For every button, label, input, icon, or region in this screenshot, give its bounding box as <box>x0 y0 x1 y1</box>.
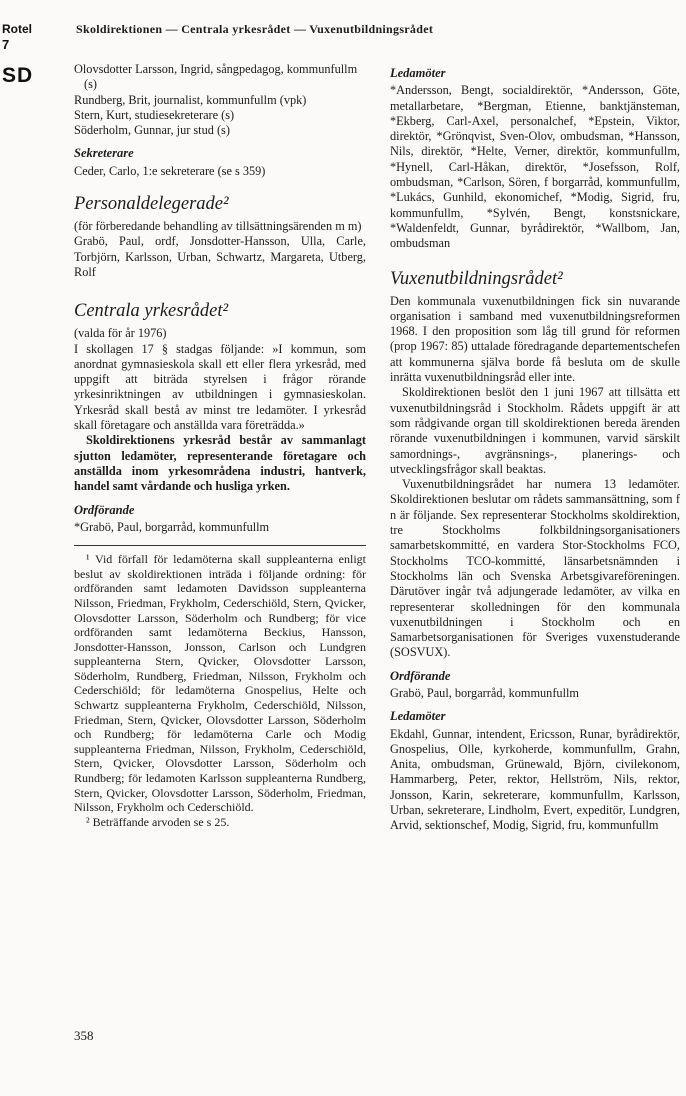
page-number: 358 <box>74 1028 94 1043</box>
footnote-2: ² Beträffande arvoden se s 25. <box>86 814 230 829</box>
ledamoter-heading: Ledamöter <box>390 66 446 80</box>
running-header: Skoldirektionen — Centrala yrkesrådet — Vuxenutbildningsrådet <box>76 22 434 36</box>
member-entry: Söderholm, Gunnar, jur stud (s) <box>74 123 230 138</box>
footnote-1: ¹ Vid förfall för ledamöterna skall suppleanterna enligt beslut av skoldirektionen inträda i följande ordning: för ordföranden samt ledamoten Davidsson suppleanterna Nilsson, Friedman, Frykholm, Cederschiöld, Stern, Qvicker, Olovsdotter Larsson, Söderholm och Rundberg; för vice ordföranden samt ledamöterna Beckius, Hansson, Jonsdotter-Hansson, Jonsson, Carlson och Lundgren suppleanterna Stern, Qvicker, Olovsdotter Larsson, Söderholm, Rundberg, Friedman, Nilsson, Frykholm och Cederschiöld; för ledamöterna Gnospelius, Helte och Schwartz suppleanterna Frykholm, Cederschiöld, Nilsson, Friedman, Stern, Qvicker, Olovsdotter Larsson, Söderholm och Rundberg; för ledamöterna Carle och Modig suppleanterna Friedman, Nilsson, Frykholm, Cederschiöld, Stern, Qvicker, Olovsdotter Larsson, Söderholm och Rundberg; för ledamoten Karlsson suppleanterna Rundberg, Stern, Qvicker, Olovsdotter Larsson, Söderholm, Friedman, Nilsson, Frykholm och Cederschiöld. <box>74 552 366 815</box>
sekreterare-heading: Sekreterare <box>74 146 134 161</box>
tab-number: 7 <box>2 37 10 52</box>
member-entry: Stern, Kurt, studiesekreterare (s) <box>74 107 235 122</box>
member-entry: Rundberg, Brit, journalist, kommunfullm (vpk) <box>74 92 307 107</box>
ordforande-heading-2: Ordförande <box>390 668 451 683</box>
centrala-yrkesradet-heading: Centrala yrkesrådet² <box>74 301 229 322</box>
left-column <box>74 62 366 829</box>
ordforande-entry-2: Grabö, Paul, borgarråd, kommunfullm <box>390 685 579 700</box>
tab-section-code: SD <box>2 64 34 87</box>
footnote-divider <box>74 545 366 546</box>
personaldelegerade-members: Grabö, Paul, ordf, Jonsdotter-Hansson, Ulla, Carle, Torbjörn, Karlsson, Urban, Schwartz, Margareta, Utberg, Rolf <box>74 234 366 279</box>
ordforande-entry: *Grabö, Paul, borgarråd, kommunfullm <box>74 519 270 534</box>
tab-rotel-label: Rotel <box>2 22 32 36</box>
ledamoter-heading-2: Ledamöter <box>390 709 446 724</box>
vuxenutbildningsradet-text-2: Skoldirektionen beslöt den 1 juni 1967 att tillsätta ett vuxenutbildningsråd i Stockholm. Rådets uppgift är att som rådgivande organ till skoldirektionen bereda ärenden rörande vuxenutbildningen i kommunen, varvid särskilt samordnings-, avgränsnings-, planerings- och utvecklingsfrågor skall beaktas. <box>390 385 680 476</box>
right-column <box>390 62 680 834</box>
ledamoter-list: *Andersson, Bengt, socialdirektör, *Andersson, Göte, metallarbetare, *Bergman, Etienne, banktjänsteman, *Ekberg, Carl-Axel, personalchef, *Epstein, Viktor, direktör, *Grönqvist, Sven-Olov, ombudsman, *Hansson, Nils, direktör, *Helte, Verner, direktör, kommunfullm, *Hynell, Carl-Håkan, direktör, *Josefsson, Rolf, ombudsman, *Carlson, Sören, f borgarråd, kommunfullm, *Lukács, Gunhild, ekonomichef, *Modig, Sigrid, fru, kommunfullm, *Sylvén, Bengt, konstsnickare, *Waldenfeldt, Gunnar, byrådirektör, *Wallbom, Jan, ombudsman <box>390 83 680 251</box>
ledamoter-list-2: Ekdahl, Gunnar, intendent, Ericsson, Runar, byrådirektör, Gnospelius, Olle, kyrkoherde, kommunfullm, Grahn, Anita, ombudsman, Grünewald, Björn, civilekonom, Hammarberg, Peter, rektor, Hellström, Nils, rektor, Jonsson, Karin, sekreterare, kommunfullm, Karlsson, Urban, sekreterare, Lindholm, Evert, expeditör, Lundgren, Arvid, sektionschef, Modig, Sigrid, fru, kommunfullm <box>390 726 680 833</box>
centrala-yrkesradet-text: I skollagen 17 § stadgas följande: »I kommun, som anordnat gymnasieskola skall ett eller flera yrkesråd, med uppgift att biträda styrelsen i frågor rörande yrkesinriktningen av utbildningen i gymnasieskolan. Yrkesråd skall bestå av minst tre ledamöter. I yrkesråd skall företagare och anställda vara företrädda.» <box>74 341 366 433</box>
vuxenutbildningsradet-text-1: Den kommunala vuxenutbildningen fick sin nuvarande organisation i samband med vuxenutbildningsreformen 1968. I den proposition som låg till grund för reformen (prop 1967: 85) uttalade föredragande departementschefen att kommunerna själva borde få besluta om de skulle inrätta vuxenutbildningsråd eller inte. <box>390 293 680 385</box>
sekreterare-entry: Ceder, Carlo, 1:e sekreterare (se s 359) <box>74 163 266 178</box>
personaldelegerade-heading: Personaldelegerade² <box>74 194 229 215</box>
vuxenutbildningsradet-heading: Vuxenutbildningsrådet² <box>390 268 563 289</box>
centrala-yrkesradet-composition: Skoldirektionens yrkesråd består av sammanlagt sjutton ledamöter, representerande företagare och anställda inom yrkesområdena industri, hantverk, handel samt vårdande och husliga yrken. <box>74 433 366 494</box>
vuxenutbildningsradet-text-3: Vuxenutbildningsrådet har numera 13 ledamöter. Skoldirektionen beslutar om rådets sammansättning, som f n är följande. Sex representerar Stockholms skoldirektion, tre Stockholms folkbildningsorganisationers samarbetskommitté, en vardera Stor-Stockholms FCO, Stockholms TCO-kommitté, länsarbetsnämnden i Stockholms län och Svenska Arbetsgivareföreningen. Därutöver ingår två adjungerade ledamöter, av vilka en representerar skolledningen för den kommunala vuxenutbildningen i Stockholm och en Samarbetsorganisationen för Sveriges vuxenstuderande (SOSVUX). <box>390 477 680 660</box>
personaldelegerade-description: (för förberedande behandling av tillsättningsärenden m m) <box>74 219 362 234</box>
ordforande-heading: Ordförande <box>74 502 135 517</box>
centrala-yrkesradet-period: (valda för år 1976) <box>74 326 167 341</box>
member-entry: Olovsdotter Larsson, Ingrid, sångpedagog, kommunfullm (s) <box>74 62 358 92</box>
